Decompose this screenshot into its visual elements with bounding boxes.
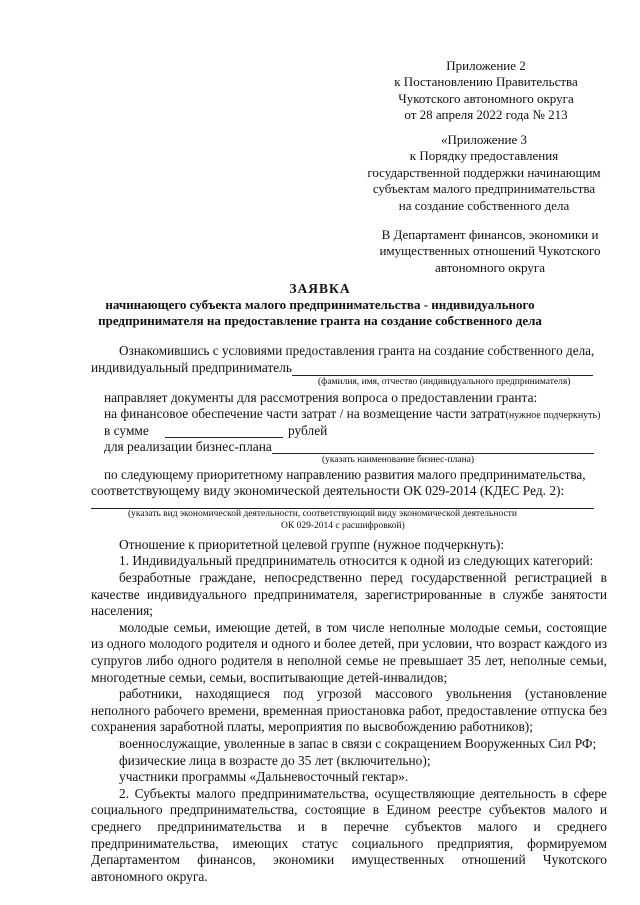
addressee-line: автономного округа xyxy=(435,259,545,275)
form-documents-line: направляет документы для рассмотрения вопроса о предоставлении гранта: xyxy=(104,390,538,405)
document-title: ЗАЯВКА xyxy=(289,281,351,296)
amount-label: в сумме xyxy=(104,423,149,438)
underline-hint: (нужное подчеркнуть) xyxy=(505,410,601,421)
appendix-3-line: государственной поддержки начинающим xyxy=(367,164,601,180)
okved-hint-line: ОК 029-2014 с расшифровкой) xyxy=(281,521,405,531)
target-group-item-1: 1. Индивидуальный предприниматель относится к одной из следующих категорий: xyxy=(119,553,594,568)
appendix-3-line: на создание собственного дела xyxy=(398,197,570,213)
document-subtitle-line: предпринимателя на предоставление гранта на создание собственного дела xyxy=(98,313,542,328)
form-costs-line xyxy=(104,406,600,422)
category-military: военнослужащие, уволенные в запас в связи с сокращением Вооруженных Сил РФ; xyxy=(119,735,597,751)
category-far-east-hectare: участники программы «Дальневосточный гектар». xyxy=(119,769,409,785)
target-group-intro: Отношение к приоритетной целевой группе (нужное подчеркнуть): xyxy=(119,537,505,552)
appendix-3-line: к Порядку предоставления xyxy=(409,148,559,164)
rubles-label: рублей xyxy=(288,423,328,438)
amount-underline xyxy=(165,437,283,438)
appendix-3-line: субъектам малого предпринимательства xyxy=(372,181,596,197)
appendix-3-line: «Приложение 3 xyxy=(440,132,528,147)
appendix-2-line: к Постановлению Правительства xyxy=(394,74,578,90)
category-workers-at-risk: работники, находящиеся под угрозой массового увольнения (установление неполного рабочего времени, временная приостановка работ, предоставление отпуска без сохранения заработной платы, мероприятия по высвобождению работников); xyxy=(91,686,607,735)
appendix-2-line: от 28 апреля 2022 года № 213 xyxy=(404,107,568,123)
fio-underline xyxy=(292,375,593,376)
target-group-item-2: 2. Субъекты малого предпринимательства, осуществляющие деятельность в сфере социального предпринимательства, состоящие в Едином реестре субъектов малого и среднего предпринимательства и в перечне субъектов малого и среднего предпринимательства, имеющих статус социального предприятия, формируемом Департаментом финансов, экономики имущественных отношений Чукотского автономного округа. xyxy=(91,785,607,884)
addressee-block xyxy=(360,227,620,276)
form-entrepreneur-label: индивидуальный предприниматель xyxy=(91,360,293,375)
category-youth: физические лица в возрасте до 35 лет (включительно); xyxy=(119,752,431,768)
form-intro-line: Ознакомившись с условиями предоставления гранта на создание собственного дела, xyxy=(119,343,595,358)
business-plan-hint: (указать наименование бизнес-плана) xyxy=(322,455,475,465)
appendix-3-header xyxy=(350,132,618,214)
addressee-line: имущественных отношений Чукотского xyxy=(379,243,601,259)
fio-hint: (фамилия, имя, отчество (индивидуального предпринимателя) xyxy=(318,377,571,387)
business-plan-underline xyxy=(272,453,594,454)
costs-options-text: на финансовое обеспечение части затрат / на возмещение части затрат xyxy=(104,406,506,421)
document-subtitle-line: начинающего субъекта малого предпринимательства - индивидуального xyxy=(105,297,535,312)
addressee-line: В Департамент финансов, экономики и xyxy=(381,227,599,242)
okved-hint-line: (указать вид экономической деятельности, соответствующий виду экономической деятельности xyxy=(128,509,517,519)
priority-direction-line: по следующему приоритетному направлению развития малого предпринимательства, xyxy=(104,467,586,482)
appendix-2-line: Чукотского автономного округа xyxy=(398,90,574,106)
okved-line: соответствующему виду экономической деятельности ОК 029-2014 (КДЕС Ред. 2): xyxy=(91,483,565,498)
appendix-2-header xyxy=(362,58,610,124)
category-young-families: молодые семьи, имеющие детей, в том числе неполные молодые семьи, состоящие из одного молодого родителя и одного и более детей, при условии, что возраст каждого из супругов либо одного родителя в неполной семье не превышает 35 лет, неполные семьи, многодетные семьи, семьи, воспитывающие детей-инвалидов; xyxy=(91,619,607,685)
category-unemployed: безработные граждане, непосредственно перед государственной регистрацией в качестве индивидуального предпринимателя, зарегистрированные в службе занятости населения; xyxy=(91,570,607,619)
target-group-categories xyxy=(91,570,607,885)
appendix-2-line: Приложение 2 xyxy=(446,58,526,73)
business-plan-label: для реализации бизнес-плана xyxy=(104,439,272,454)
